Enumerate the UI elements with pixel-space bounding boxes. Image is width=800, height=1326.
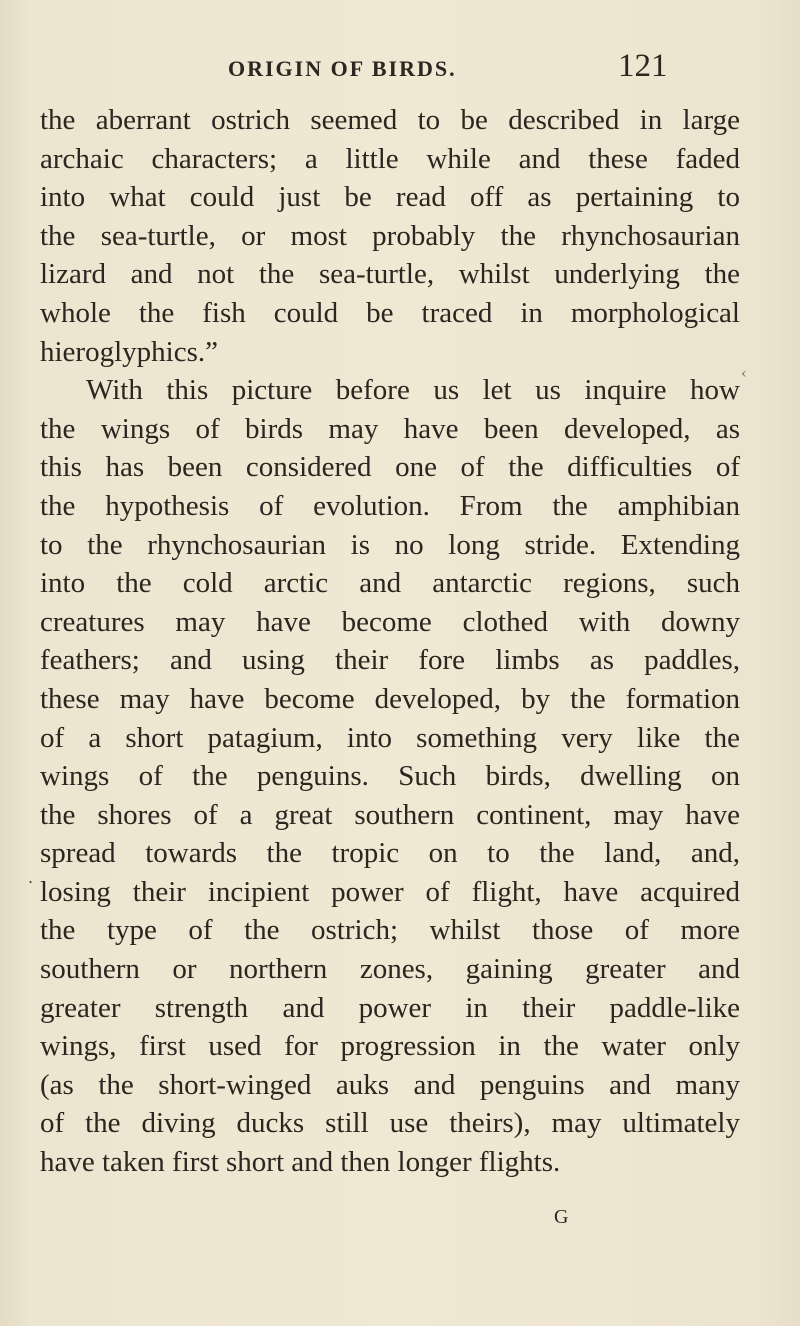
signature-mark: G bbox=[554, 1206, 569, 1228]
running-title: ORIGIN OF BIRDS. bbox=[228, 56, 457, 81]
text-line: the type of the ostrich; whilst those of more bbox=[40, 914, 740, 947]
body-text bbox=[40, 101, 740, 1182]
text-line: the hypothesis of evolution. From the amphibian bbox=[40, 489, 740, 522]
text-line: of a short patagium, into something very like the bbox=[40, 721, 740, 754]
margin-mark: ‹ bbox=[741, 366, 747, 382]
text-line: southern or northern zones, gaining greater and bbox=[40, 953, 740, 986]
text-line: these may have become developed, by the formation bbox=[40, 682, 740, 715]
text-line: into the cold arctic and antarctic regions, such bbox=[40, 567, 740, 600]
text-line: spread towards the tropic on to the land, and, bbox=[40, 837, 740, 870]
running-head bbox=[0, 48, 800, 88]
text-line: lizard and not the sea-turtle, whilst underlying the bbox=[40, 258, 740, 291]
text-line: the shores of a great southern continent, may have bbox=[40, 798, 740, 831]
text-line: creatures may have become clothed with downy bbox=[40, 605, 740, 638]
text-line: to the rhynchosaurian is no long stride. Extending bbox=[40, 528, 740, 561]
text-line: archaic characters; a little while and these faded bbox=[40, 142, 740, 175]
text-line: this has been considered one of the difficulties of bbox=[40, 451, 740, 484]
text-line: losing their incipient power of flight, have acquired bbox=[40, 875, 740, 908]
page-number: 121 bbox=[618, 48, 668, 84]
text-line: have taken first short and then longer flights. bbox=[40, 1146, 561, 1179]
text-line: greater strength and power in their paddle-like bbox=[40, 991, 740, 1024]
text-line: (as the short-winged auks and penguins and many bbox=[40, 1068, 740, 1101]
text-line: the sea-turtle, or most probably the rhynchosaurian bbox=[40, 219, 740, 252]
text-line: of the diving ducks still use theirs), may ultimately bbox=[40, 1107, 740, 1140]
text-line: the wings of birds may have been developed, as bbox=[40, 412, 740, 445]
paragraph-start-line: With this picture before us let us inquire how bbox=[86, 374, 740, 407]
margin-dot: . bbox=[28, 868, 34, 887]
text-line: the aberrant ostrich seemed to be described in large bbox=[40, 104, 740, 136]
text-line: feathers; and using their fore limbs as paddles, bbox=[40, 644, 740, 677]
text-line: wings of the penguins. Such birds, dwelling on bbox=[40, 760, 740, 793]
paragraph-end-line: hieroglyphics.” bbox=[40, 335, 218, 368]
text-line: whole the fish could be traced in morphological bbox=[40, 296, 740, 329]
text-line: wings, first used for progression in the water only bbox=[40, 1030, 740, 1063]
text-line: into what could just be read off as pertaining to bbox=[40, 181, 740, 214]
